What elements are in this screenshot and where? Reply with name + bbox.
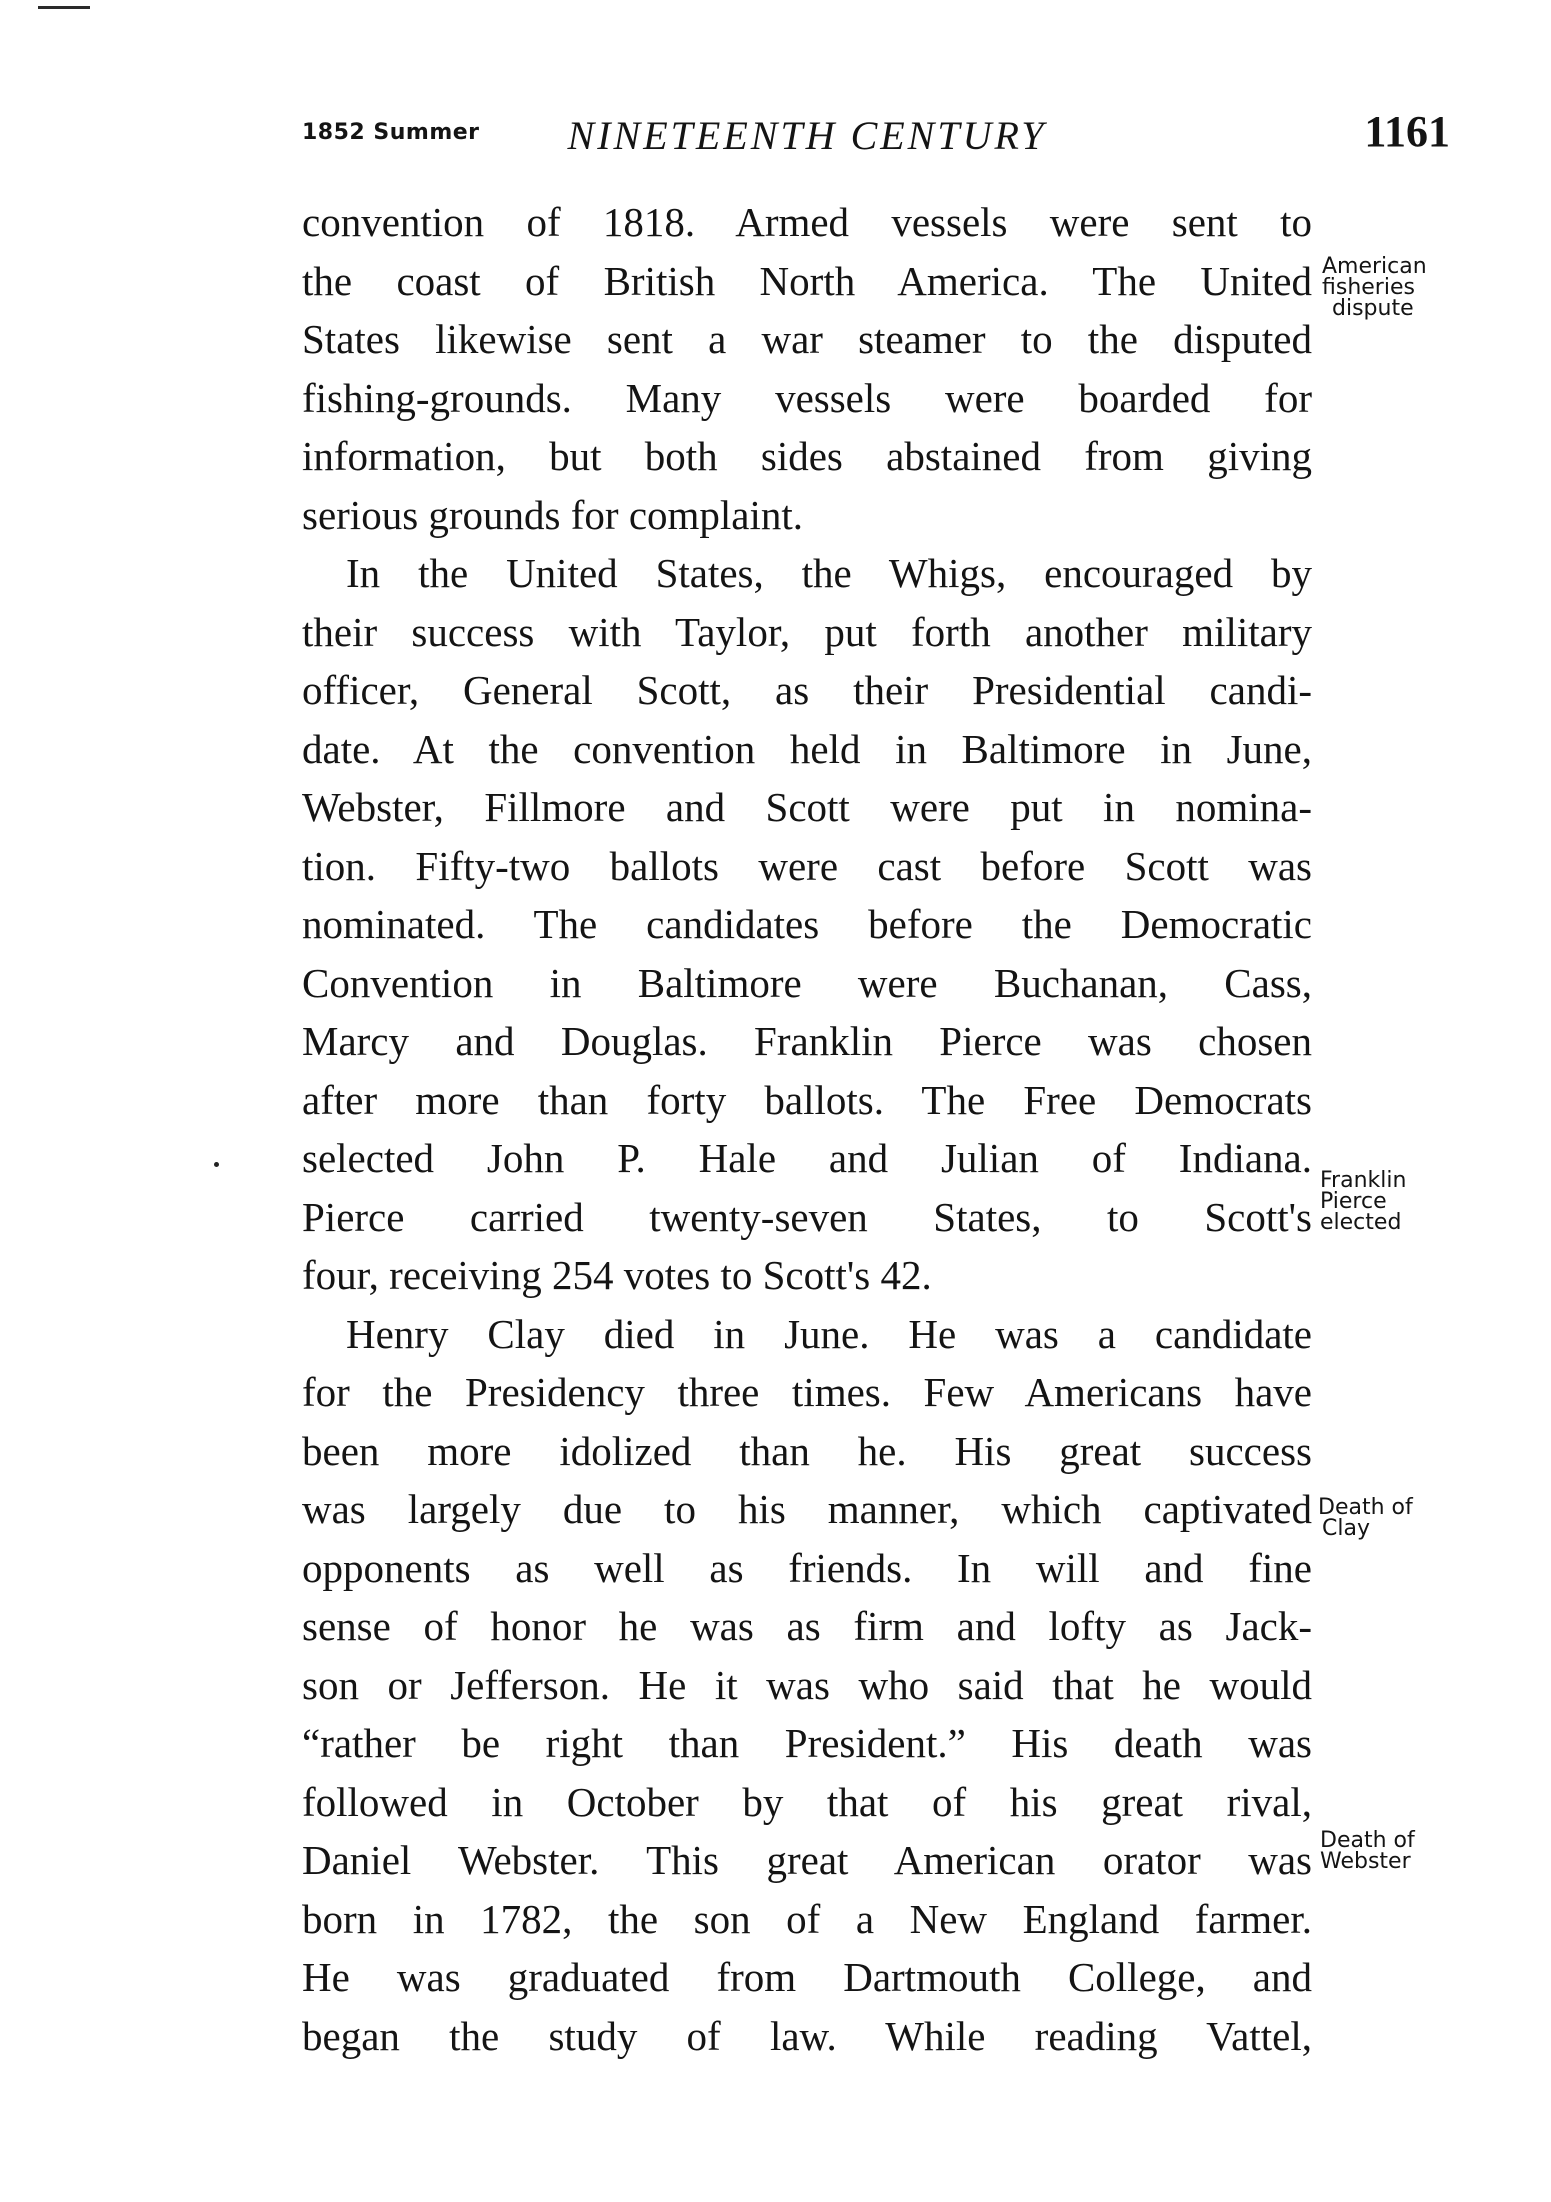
text-line: born in 1782, the son of a New England farmer. <box>302 1895 1312 1942</box>
margin-note-line: fisheries <box>1322 275 1415 300</box>
text-line: four, receiving 254 votes to Scott's 42. <box>302 1252 932 1298</box>
text-line: information, but both sides abstained from giving <box>302 433 1312 479</box>
text-line: “rather be right than President.” His death was <box>302 1720 1312 1766</box>
margin-note-line: Clay <box>1322 1516 1370 1541</box>
text-line: been more idolized than he. His great success <box>302 1427 1312 1474</box>
text-line: opponents as well as friends. In will and fine <box>302 1544 1312 1591</box>
paragraph-start-line: Henry Clay died in June. He was a candidate <box>346 1310 1312 1357</box>
margin-note-line: Franklin <box>1320 1168 1407 1193</box>
stray-dot-mark <box>214 1162 219 1167</box>
text-line: the coast of British North America. The United <box>302 257 1312 304</box>
text-line: Pierce carried twenty-seven States, to Scott's <box>302 1193 1312 1240</box>
text-line: sense of honor he was as firm and lofty as Jack- <box>302 1603 1312 1649</box>
margin-note-line: American <box>1322 254 1427 279</box>
margin-note-american-fisheries <box>1322 256 1427 319</box>
text-line: serious grounds for complaint. <box>302 491 804 538</box>
paragraph-start-line: In the United States, the Whigs, encouraged by <box>346 550 1312 596</box>
text-line: nominated. The candidates before the Democratic <box>302 901 1312 947</box>
text-line: tion. Fifty-two ballots were cast before Scott was <box>302 842 1312 889</box>
margin-note-death-of-webster <box>1320 1830 1415 1872</box>
text-line: He was graduated from Dartmouth College, and <box>302 1954 1312 2000</box>
running-date: 1852 Summer <box>302 120 480 145</box>
text-line: their success with Taylor, put forth another military <box>302 608 1312 655</box>
text-line: son or Jefferson. He it was who said that he would <box>302 1661 1312 1708</box>
running-title: NINETEENTH CENTURY <box>567 113 1047 158</box>
text-line: convention of 1818. Armed vessels were sent to <box>302 199 1312 245</box>
text-line: Convention in Baltimore were Buchanan, Cass, <box>302 959 1312 1006</box>
margin-note-death-of-clay <box>1318 1497 1413 1539</box>
margin-note-line: Webster <box>1320 1849 1411 1874</box>
body-text <box>302 193 1312 2065</box>
text-line: began the study of law. While reading Vattel, <box>302 2012 1312 2059</box>
page-number: 1161 <box>1364 107 1450 156</box>
text-line: after more than forty ballots. The Free Democrats <box>302 1076 1312 1123</box>
text-line: fishing-grounds. Many vessels were boarded for <box>302 374 1312 421</box>
top-rule-mark <box>38 6 90 9</box>
margin-note-line: Pierce <box>1320 1189 1387 1214</box>
text-line: States likewise sent a war steamer to the disputed <box>302 316 1312 362</box>
margin-note-line: dispute <box>1332 296 1414 321</box>
margin-note-line: Death of <box>1320 1828 1415 1853</box>
text-line: was largely due to his manner, which captivated <box>302 1486 1312 1532</box>
text-line: followed in October by that of his great rival, <box>302 1778 1312 1825</box>
margin-note-line: Death of <box>1318 1495 1413 1520</box>
margin-note-franklin-pierce <box>1320 1170 1406 1233</box>
text-line: selected John P. Hale and Julian of Indiana. <box>302 1135 1312 1181</box>
margin-note-line: elected <box>1320 1210 1402 1235</box>
text-line: officer, General Scott, as their Presidential candi- <box>302 667 1312 713</box>
running-header <box>302 108 1472 158</box>
text-line: date. At the convention held in Baltimore in June, <box>302 725 1312 772</box>
text-line: for the Presidency three times. Few Americans have <box>302 1369 1312 1415</box>
text-line: Webster, Fillmore and Scott were put in nomina- <box>302 784 1312 830</box>
text-line: Marcy and Douglas. Franklin Pierce was chosen <box>302 1018 1312 1064</box>
text-line: Daniel Webster. This great American orator was <box>302 1837 1312 1883</box>
